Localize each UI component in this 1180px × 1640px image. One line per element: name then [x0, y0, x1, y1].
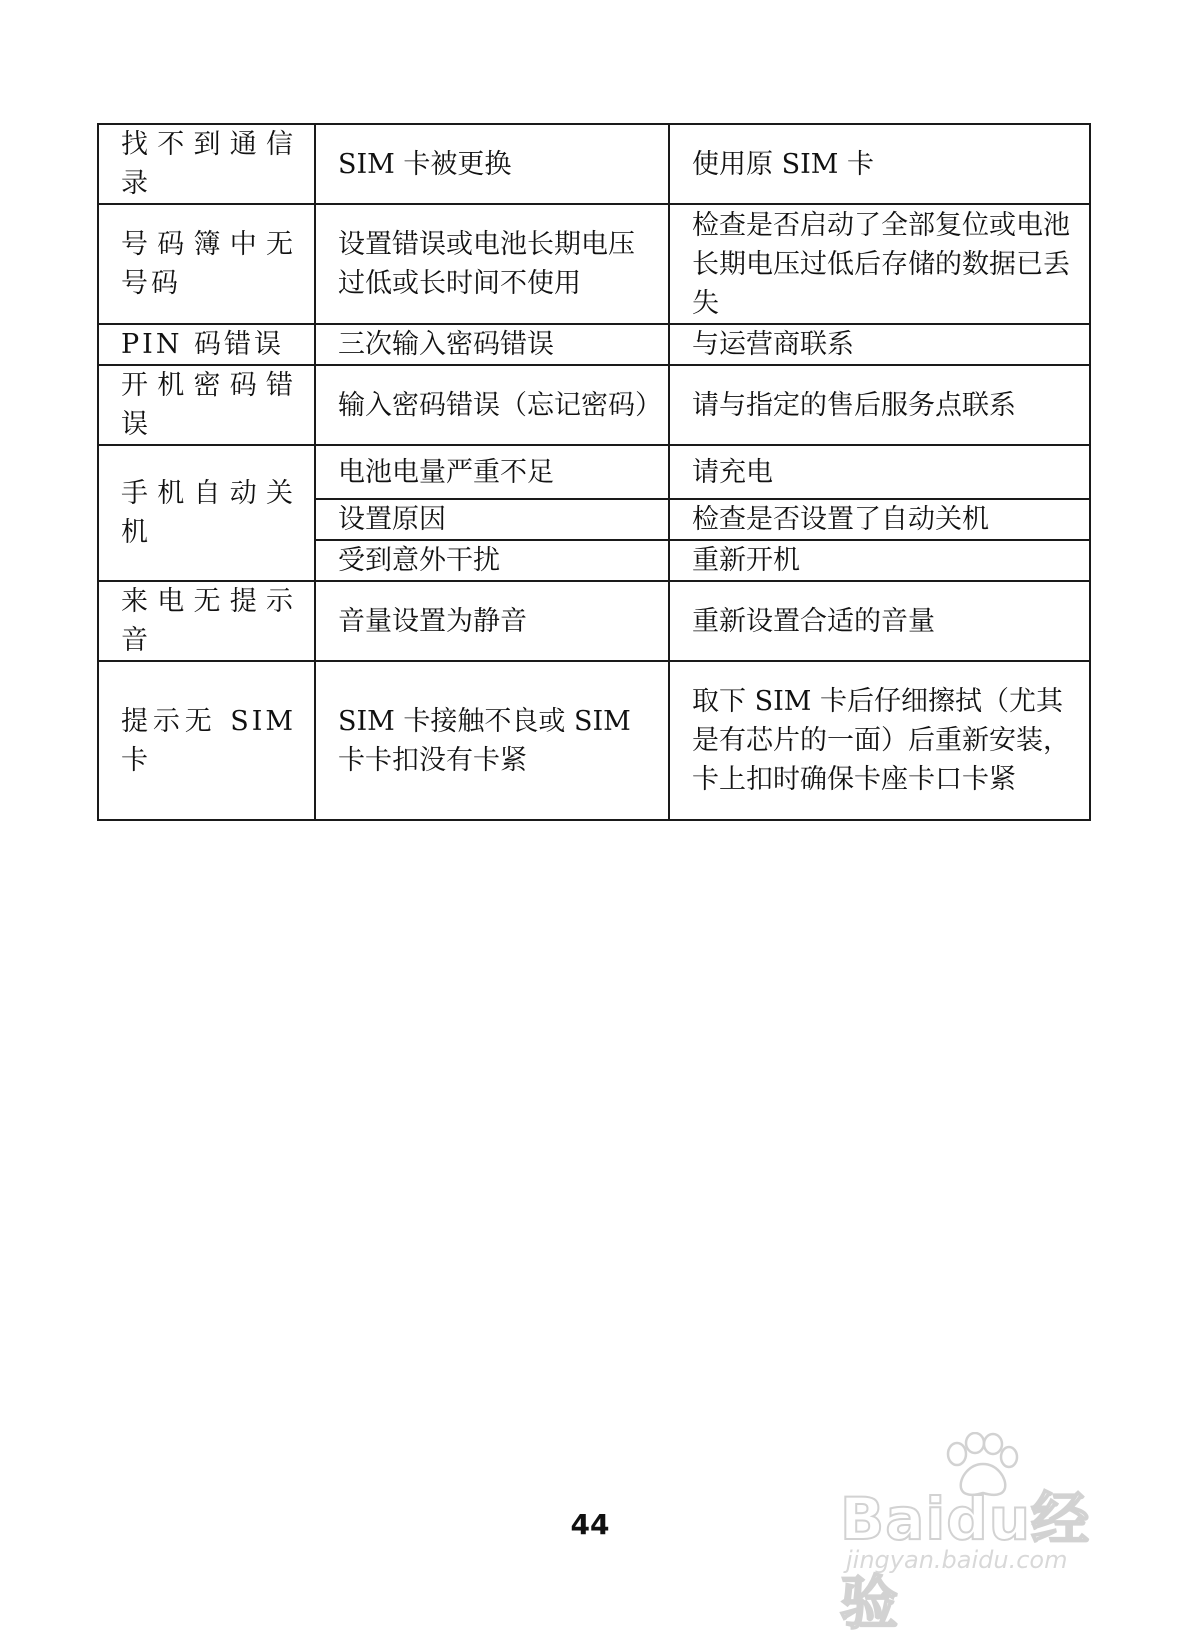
- table-row: [98, 581, 1090, 661]
- table-row: [98, 204, 1090, 324]
- solution-cell: 取下 SIM 卡后仔细擦拭（尤其是有芯片的一面）后重新安装，卡上扣时确保卡座卡口卡紧: [669, 661, 1090, 820]
- troubleshooting-table: [97, 123, 1091, 821]
- cause-cell: SIM 卡被更换: [315, 124, 669, 204]
- solution-cell: 使用原 SIM 卡: [669, 124, 1090, 204]
- baidu-watermark: [840, 1432, 1140, 1637]
- table-row: [98, 661, 1090, 820]
- solution-cell: 请与指定的售后服务点联系: [669, 365, 1090, 445]
- problem-cell: PIN 码错误: [98, 324, 315, 365]
- solution-cell: 请充电: [669, 445, 1090, 499]
- problem-cell: 手机自动关机: [98, 445, 315, 581]
- cause-cell: 输入密码错误（忘记密码）: [315, 365, 669, 445]
- solution-cell: 检查是否设置了自动关机: [669, 499, 1090, 540]
- cause-cell: 受到意外干扰: [315, 540, 669, 581]
- solution-cell: 检查是否启动了全部复位或电池长期电压过低后存储的数据已丢失: [669, 204, 1090, 324]
- solution-cell: 重新开机: [669, 540, 1090, 581]
- table-row: [98, 124, 1090, 204]
- solution-cell: 重新设置合适的音量: [669, 581, 1090, 661]
- table-row: [98, 365, 1090, 445]
- problem-cell: 来电无提示音: [98, 581, 315, 661]
- cause-cell: 三次输入密码错误: [315, 324, 669, 365]
- problem-cell: 开机密码错误: [98, 365, 315, 445]
- solution-cell: 与运营商联系: [669, 324, 1090, 365]
- watermark-brand: Baidu经验: [840, 1485, 1091, 1637]
- problem-cell: 提示无 SIM 卡: [98, 661, 315, 820]
- page-number: 44: [570, 1508, 610, 1541]
- cause-cell: SIM 卡接触不良或 SIM 卡卡扣没有卡紧: [315, 661, 669, 820]
- problem-cell: 找不到通信录: [98, 124, 315, 204]
- cause-cell: 音量设置为静音: [315, 581, 669, 661]
- table-row: [98, 324, 1090, 365]
- cause-cell: 设置错误或电池长期电压过低或长时间不使用: [315, 204, 669, 324]
- cause-cell: 电池电量严重不足: [315, 445, 669, 499]
- watermark-url: jingyan.baidu.com: [846, 1546, 1068, 1574]
- cause-cell: 设置原因: [315, 499, 669, 540]
- table-row: [98, 445, 1090, 499]
- problem-cell: 号码簿中无号码: [98, 204, 315, 324]
